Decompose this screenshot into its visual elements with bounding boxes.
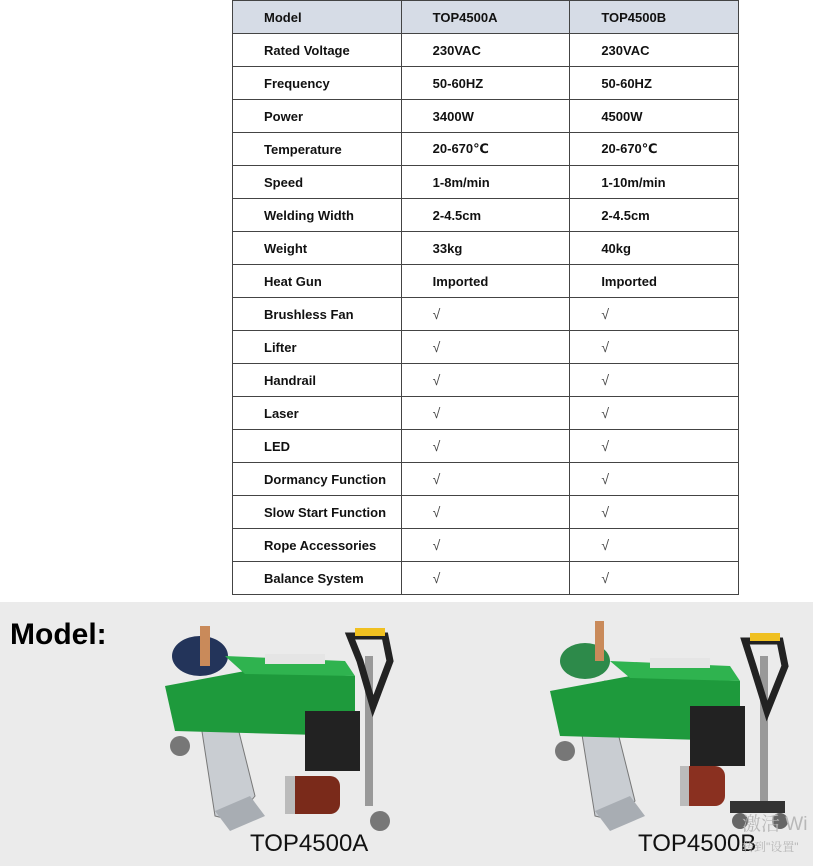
top4500b-value-cell: √ bbox=[570, 430, 739, 463]
top4500a-value-cell: √ bbox=[401, 562, 570, 595]
spec-name-cell: Weight bbox=[233, 232, 402, 265]
machine-photo-top4500b bbox=[545, 616, 795, 836]
spec-name-cell: Temperature bbox=[233, 133, 402, 166]
top4500a-value-cell: √ bbox=[401, 529, 570, 562]
spec-name-cell: Heat Gun bbox=[233, 265, 402, 298]
table-row bbox=[233, 364, 739, 397]
top4500a-value-cell: √ bbox=[401, 364, 570, 397]
top4500a-value-cell: √ bbox=[401, 496, 570, 529]
spec-table bbox=[232, 0, 739, 595]
table-row bbox=[233, 463, 739, 496]
top4500a-value-cell: √ bbox=[401, 298, 570, 331]
os-activation-watermark bbox=[742, 814, 813, 858]
top4500a-value-cell: √ bbox=[401, 331, 570, 364]
top4500a-value-cell: 1-8m/min bbox=[401, 166, 570, 199]
spec-name-cell: Welding Width bbox=[233, 199, 402, 232]
top4500b-value-cell: 20-670℃ bbox=[570, 133, 739, 166]
model-gallery bbox=[0, 602, 813, 866]
top4500a-value-cell: 2-4.5cm bbox=[401, 199, 570, 232]
table-row bbox=[233, 133, 739, 166]
table-row bbox=[233, 331, 739, 364]
spec-name-cell: Lifter bbox=[233, 331, 402, 364]
watermark-line-2: 转到"设置" bbox=[742, 840, 799, 854]
top4500b-value-cell: 4500W bbox=[570, 100, 739, 133]
top4500b-value-cell: 2-4.5cm bbox=[570, 199, 739, 232]
table-row bbox=[233, 430, 739, 463]
top4500a-value-cell: 33kg bbox=[401, 232, 570, 265]
table-row bbox=[233, 562, 739, 595]
spec-table-body bbox=[233, 34, 739, 595]
spec-name-cell: Frequency bbox=[233, 67, 402, 100]
table-row bbox=[233, 34, 739, 67]
table-row bbox=[233, 166, 739, 199]
top4500a-value-cell: Imported bbox=[401, 265, 570, 298]
top4500b-value-cell: Imported bbox=[570, 265, 739, 298]
table-row bbox=[233, 529, 739, 562]
gallery-heading: Model: bbox=[10, 618, 107, 651]
top4500b-value-cell: √ bbox=[570, 364, 739, 397]
top4500b-value-cell: √ bbox=[570, 496, 739, 529]
header-top4500a: TOP4500A bbox=[401, 1, 570, 34]
caption-top4500b: TOP4500B bbox=[638, 830, 757, 857]
top4500b-value-cell: 50-60HZ bbox=[570, 67, 739, 100]
spec-name-cell: LED bbox=[233, 430, 402, 463]
table-row bbox=[233, 199, 739, 232]
top4500a-value-cell: 230VAC bbox=[401, 34, 570, 67]
table-row bbox=[233, 496, 739, 529]
spec-name-cell: Dormancy Function bbox=[233, 463, 402, 496]
table-row bbox=[233, 298, 739, 331]
spec-name-cell: Rope Accessories bbox=[233, 529, 402, 562]
table-row bbox=[233, 100, 739, 133]
top4500b-value-cell: 1-10m/min bbox=[570, 166, 739, 199]
table-row bbox=[233, 232, 739, 265]
top4500b-value-cell: 40kg bbox=[570, 232, 739, 265]
top4500b-value-cell: √ bbox=[570, 562, 739, 595]
top4500a-value-cell: 3400W bbox=[401, 100, 570, 133]
spec-name-cell: Brushless Fan bbox=[233, 298, 402, 331]
header-top4500b: TOP4500B bbox=[570, 1, 739, 34]
top4500a-value-cell: √ bbox=[401, 397, 570, 430]
caption-top4500a: TOP4500A bbox=[250, 830, 369, 857]
spec-name-cell: Power bbox=[233, 100, 402, 133]
top4500b-value-cell: √ bbox=[570, 298, 739, 331]
table-header-row bbox=[233, 1, 739, 34]
spec-name-cell: Laser bbox=[233, 397, 402, 430]
spec-name-cell: Speed bbox=[233, 166, 402, 199]
top4500a-value-cell: 50-60HZ bbox=[401, 67, 570, 100]
header-model: Model bbox=[233, 1, 402, 34]
watermark-line-1: 激活 Wi bbox=[742, 814, 808, 835]
top4500a-value-cell: 20-670℃ bbox=[401, 133, 570, 166]
machine-photo-top4500a bbox=[155, 616, 405, 836]
top4500a-value-cell: √ bbox=[401, 463, 570, 496]
spec-name-cell: Rated Voltage bbox=[233, 34, 402, 67]
top4500a-value-cell: √ bbox=[401, 430, 570, 463]
table-row bbox=[233, 397, 739, 430]
spec-name-cell: Balance System bbox=[233, 562, 402, 595]
top4500b-value-cell: √ bbox=[570, 331, 739, 364]
spec-name-cell: Slow Start Function bbox=[233, 496, 402, 529]
table-row bbox=[233, 265, 739, 298]
top4500b-value-cell: √ bbox=[570, 529, 739, 562]
top4500b-value-cell: √ bbox=[570, 397, 739, 430]
top4500b-value-cell: 230VAC bbox=[570, 34, 739, 67]
table-row bbox=[233, 67, 739, 100]
top4500b-value-cell: √ bbox=[570, 463, 739, 496]
spec-name-cell: Handrail bbox=[233, 364, 402, 397]
